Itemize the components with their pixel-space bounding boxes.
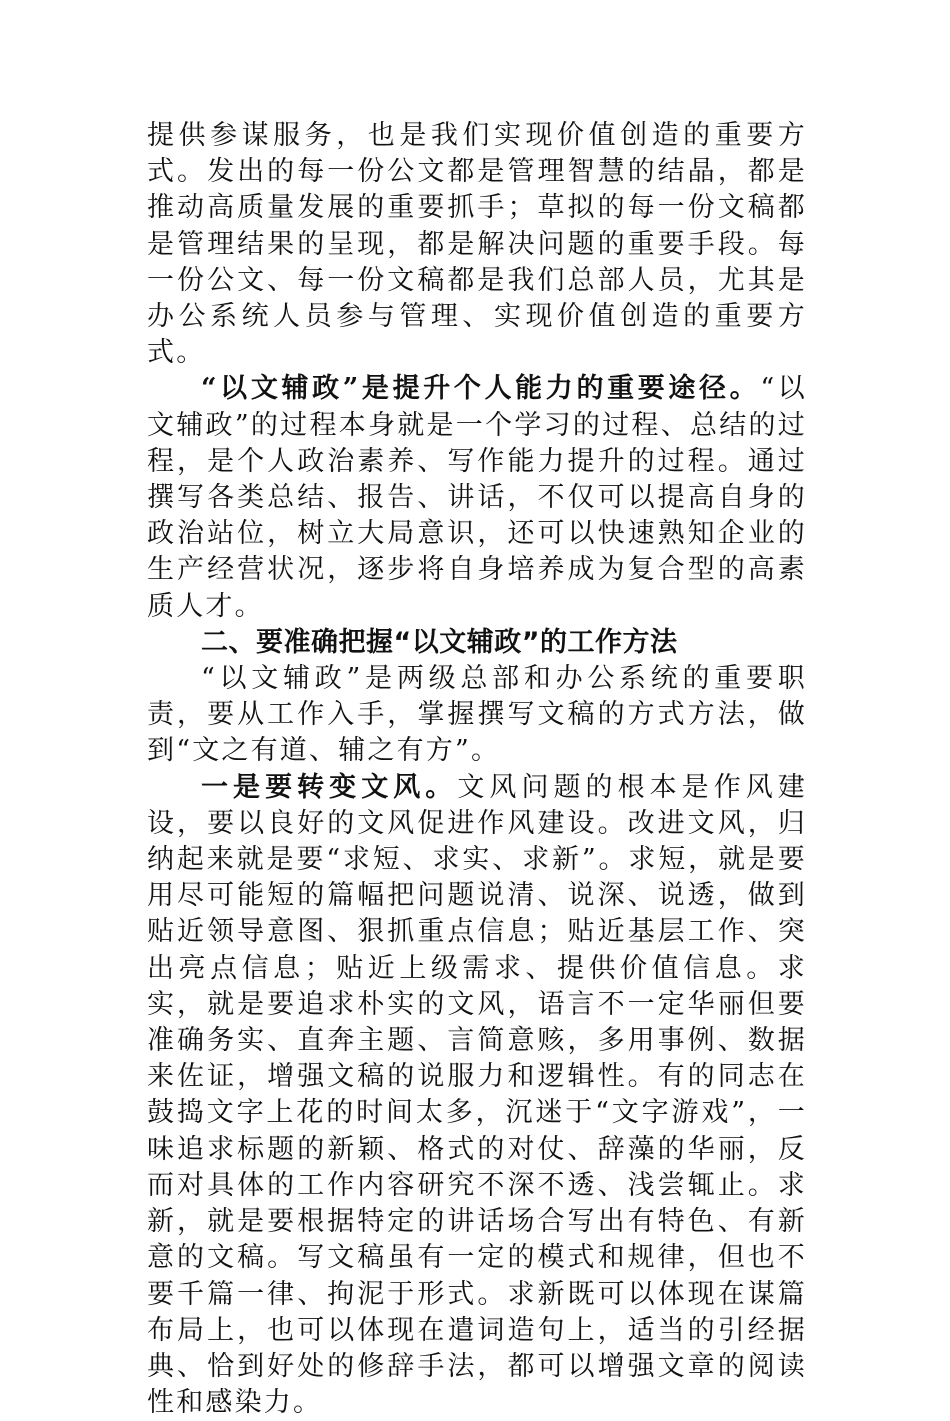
paragraph-personal-ability [147, 371, 807, 624]
paragraph-value-creation: 提供参谋服务，也是我们实现价值创造的重要方式。发出的每一份公文都是管理智慧的结晶，都是推动高质量发展的重要抓手；草拟的每一份文稿都是管理结果的呈现，都是解决问题的重要手段。每一份公文、每一份文稿都是我们总部人员，尤其是办公系统人员参与管理、实现价值创造的重要方式。 [147, 120, 807, 369]
paragraph-change-style [147, 770, 807, 1421]
document-page [147, 118, 807, 1421]
section-heading-working-methods: 二、要准确把握“以文辅政”的工作方法 [201, 626, 678, 658]
paragraph-body-change-style: 文风问题的根本是作风建设，要以良好的文风促进作风建设。改进文风，归纳起来就是要“求短、求实、求新”。求短，就是要用尽可能短的篇幅把问题说清、说深、说透，做到贴近领导意图、狠抓重点信息；贴近基层工作、突出亮点信息；贴近上级需求、提供价值信息。求实，就是要追求朴实的文风，语言不一定华丽但要准确务实、直奔主题、言简意赅，多用事例、数据来佐证，增强文稿的说服力和逻辑性。有的同志在鼓捣文字上花的时间太多，沉迷于“文字游戏”，一味追求标题的新颖、格式的对仗、辞藻的华丽，反而对具体的工作内容研究不深不透、浅尝辄止。求新，就是要根据特定的讲话场合写出有特色、有新意的文稿。写文稿虽有一定的模式和规律，但也不要千篇一律、拘泥于形式。求新既可以体现在谋篇布局上，也可以体现在遣词造句上，适当的引经据典、恰到好处的修辞手法，都可以增强文章的阅读性和感染力。 [147, 771, 807, 1419]
paragraph-responsibility: “以文辅政”是两级总部和办公系统的重要职责，要从工作入手，掌握撰写文稿的方式方法，做到“文之有道、辅之有方”。 [147, 663, 807, 767]
paragraph-body-personal-ability: “以文辅政”的过程本身就是一个学习的过程、总结的过程，是个人政治素养、写作能力提升的过程。通过撰写各类总结、报告、讲话，不仅可以提高自身的政治站位，树立大局意识，还可以快速熟知企业的生产经营状况，逐步将自身培养成为复合型的高素质人才。 [147, 373, 807, 622]
paragraph-lead-personal-ability: “以文辅政”是提升个人能力的重要途径。 [201, 373, 761, 405]
paragraph-lead-change-style: 一是要转变文风。 [201, 771, 458, 803]
